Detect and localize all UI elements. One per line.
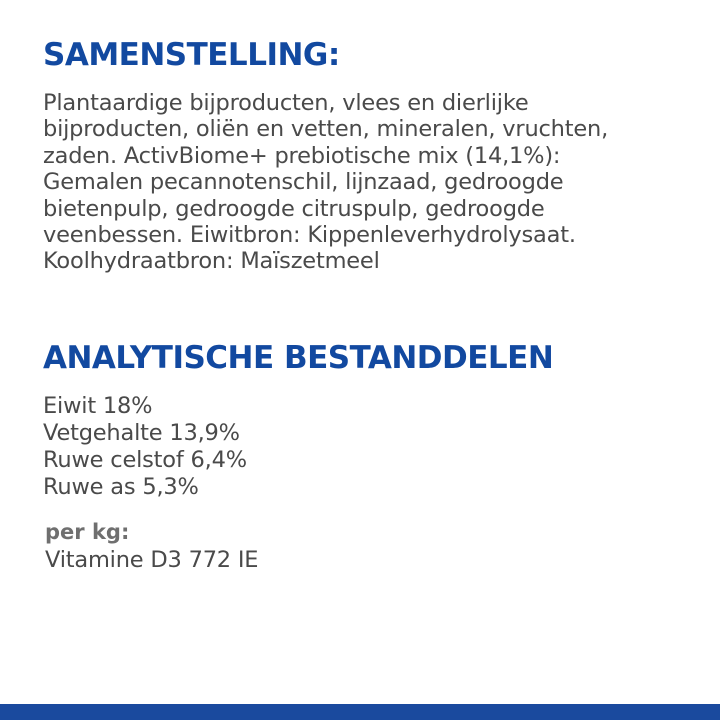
analysis-item: Vetgehalte 13,9% xyxy=(43,420,240,446)
composition-text xyxy=(43,90,703,275)
composition-line: zaden. ActivBiome+ prebiotische mix (14,1%): xyxy=(43,142,561,169)
analysis-list xyxy=(43,393,247,501)
composition-line: bijproducten, oliën en vetten, mineralen, vruchten, xyxy=(43,116,609,143)
composition-line: Koolhydraatbron: Maïszetmeel xyxy=(43,248,380,275)
composition-line: veenbessen. Eiwitbron: Kippenleverhydrolysaat. xyxy=(43,222,576,249)
analysis-item: Eiwit 18% xyxy=(43,393,153,419)
composition-line: Gemalen pecannotenschil, lijnzaad, gedroogde xyxy=(43,169,564,196)
composition-heading: SAMENSTELLING: xyxy=(43,37,340,73)
composition-line: Plantaardige bijproducten, vlees en dierlijke xyxy=(43,90,529,116)
per-kg-label: per kg: xyxy=(45,520,130,544)
analysis-heading: ANALYTISCHE BESTANDDELEN xyxy=(43,340,554,376)
analysis-item: Ruwe celstof 6,4% xyxy=(43,447,247,473)
vitamin-item: Vitamine D3 772 IE xyxy=(45,547,259,573)
composition-line: bietenpulp, gedroogde citruspulp, gedroogde xyxy=(43,195,545,222)
bottom-accent-bar xyxy=(0,704,720,720)
analysis-item: Ruwe as 5,3% xyxy=(43,474,199,500)
